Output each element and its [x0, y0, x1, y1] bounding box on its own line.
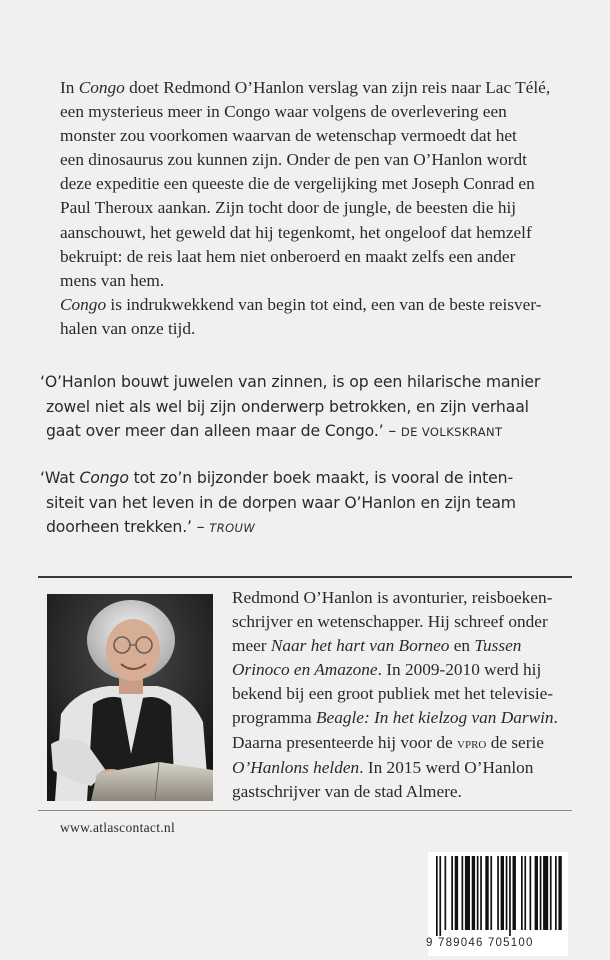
- section-divider: [38, 576, 572, 578]
- barcode-bar: [558, 856, 561, 930]
- isbn-number: 9 789046 705100: [426, 937, 534, 949]
- barcode-bar: [462, 856, 464, 930]
- barcode-bar: [455, 856, 458, 930]
- barcode-bar: [436, 856, 438, 936]
- barcode-bar: [509, 856, 511, 936]
- barcode-bar: [506, 856, 508, 930]
- barcode-bar: [530, 856, 532, 930]
- author-photo: [47, 594, 213, 801]
- barcode-bar: [465, 856, 470, 930]
- barcode-bar: [521, 856, 523, 930]
- barcode-bar: [439, 856, 441, 936]
- review-quote-volkskrant: ‘O’Hanlon bouwt juwelen van zinnen, is op een hilarische manier zowel niet als wel bij zijn onderwerp betrokken, en zijn verhaal gaat over meer dan alleen maar de Congo.’ – DE VOLKSKRANT: [40, 372, 541, 441]
- barcode-bar: [477, 856, 479, 930]
- barcode-bar: [550, 856, 552, 930]
- barcode-bar: [501, 856, 504, 930]
- barcode-bar: [480, 856, 482, 930]
- barcode-bar: [555, 856, 557, 930]
- publisher-url: www.atlascontact.nl: [60, 820, 176, 835]
- barcode-bar: [445, 856, 447, 930]
- quote-source: TROUW: [209, 521, 256, 536]
- barcode-bar: [497, 856, 499, 930]
- bottom-divider: [38, 810, 572, 811]
- quote-source: DE VOLKSKRANT: [400, 425, 503, 440]
- author-bio: Redmond O’Hanlon is avonturier, reisboeken- schrijver en wetenschapper. Hij schreef onder meer Naar het hart van Borneo en Tussen Orinoco en Amazone. In 2009-2010 werd hij bekend bij een groot publiek met het televisie- programma Beagle: In het kielzog van Darwin. Daarna presenteerde hij voor de vpro de serie O’Hanlons helden. In 2015 werd O’Hanlon gastschrijver van de stad Almere.: [232, 588, 558, 801]
- review-quote-trouw: ‘Wat Congo tot zo’n bijzonder boek maakt, is vooral de inten- siteit van het leven in de dorpen waar O’Hanlon en zijn team doorheen trekken.’ – TROUW: [40, 468, 516, 537]
- barcode-bar: [524, 856, 526, 930]
- barcode-bar: [543, 856, 548, 930]
- barcode-bar: [513, 856, 516, 930]
- barcode-bar: [451, 856, 453, 930]
- barcode-bar: [540, 856, 542, 930]
- blurb-text: In Congo doet Redmond O’Hanlon verslag van zijn reis naar Lac Télé, een mysterieus meer in Congo waar volgens de overlevering een monster zou voorkomen waarvan de wetenschap vermoedt dat het een dinosaurus zou kunnen zijn. Onder de pen van O’Hanlon wordt deze expeditie een queeste die de vergelijking met Joseph Conrad en Paul Theroux aankan. Zijn tocht door de jungle, de beesten die hij aanschouwt, het geweld dat hij tegenkomt, het ongeloof dat hemzelf bekruipt: de reis laat hem niet onberoerd en maakt zelfs een ander mens van hem. Congo is indrukwekkend van begin tot eind, een van de beste reisver- halen van onze tijd.: [60, 78, 551, 338]
- barcode-bar: [490, 856, 492, 930]
- barcode-bar: [535, 856, 538, 930]
- barcode-bar: [472, 856, 475, 930]
- barcode-bar: [485, 856, 488, 930]
